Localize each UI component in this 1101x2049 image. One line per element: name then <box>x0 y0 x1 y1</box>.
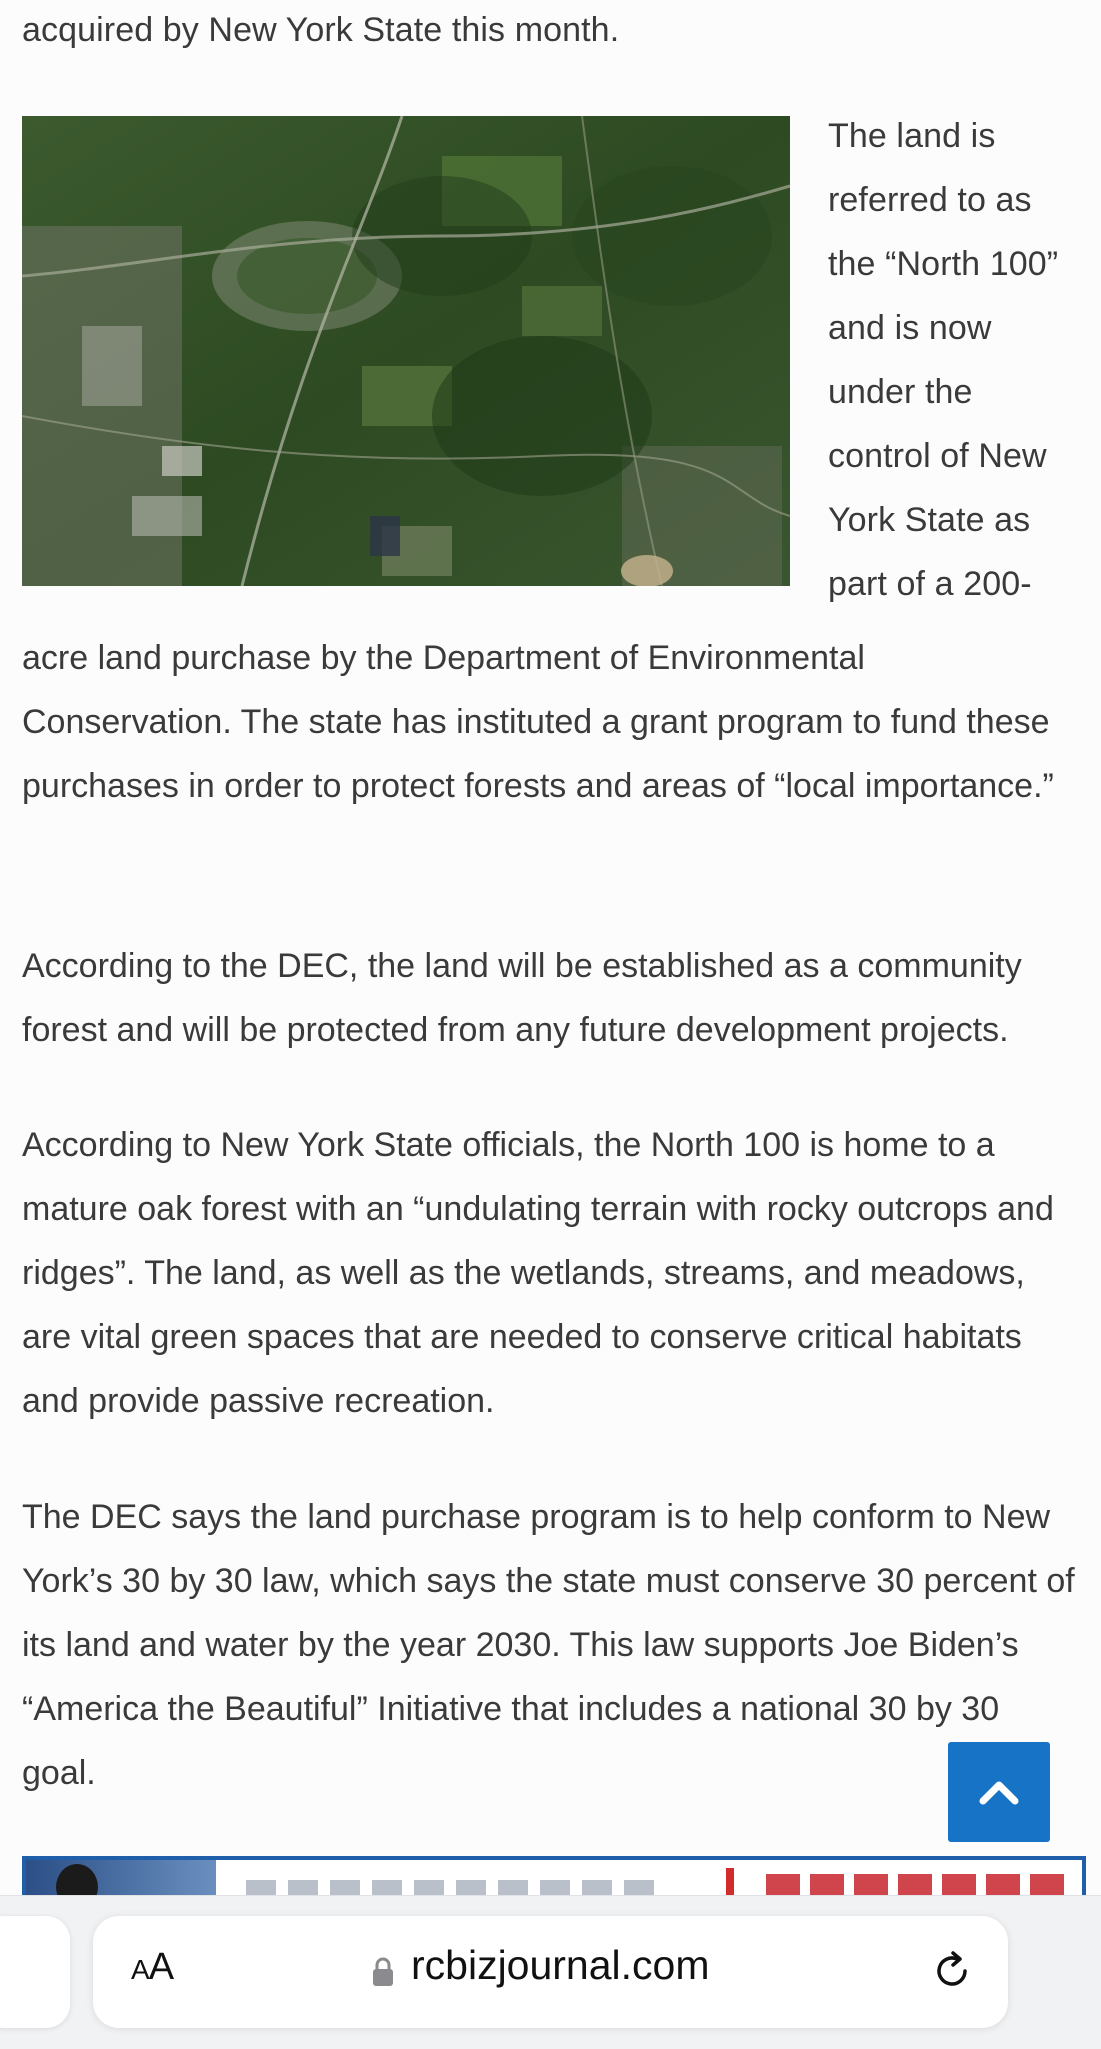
paragraph-2: According to the DEC, the land will be established as a community forest and will be protected from any future development projects. <box>22 947 1022 1049</box>
paragraph-2-wrap <box>22 934 1082 1062</box>
figure-block <box>22 116 1082 679</box>
paragraph-3-wrap <box>22 1113 1082 1433</box>
paragraph-4: The DEC says the land purchase program is to help conform to New York’s 30 by 30 law, which says the state must conserve 30 percent of its land and water by the year 2030. This law supports Joe Biden’s “America the Beautiful” Initiative that includes a national 30 by 30 goal. <box>22 1498 1075 1792</box>
ad-photo <box>26 1860 216 1900</box>
browser-bottom-bar <box>0 1895 1101 2049</box>
paragraph-4-wrap <box>22 1485 1082 1805</box>
chevron-up-icon <box>979 1779 1019 1805</box>
url-text[interactable]: rcbizjournal.com <box>411 1942 710 1988</box>
paragraph-3: According to New York State officials, the North 100 is home to a mature oak forest with an “undulating terrain with rocky outcrops and ridges”. The land, as well as the wetlands, streams, and meadows, are vital green spaces that are needed to conserve critical habitats and provide passive recreation. <box>22 1126 1054 1420</box>
lock-icon <box>371 1956 395 1988</box>
previous-tab-pill[interactable] <box>0 1916 70 2028</box>
scroll-to-top-button[interactable] <box>948 1742 1050 1842</box>
paragraph-1-float: The land is referred to as the “North 100” and is now under the control of New York State as part of a 200- <box>828 117 1059 603</box>
paragraph-1-rest-wrap <box>22 626 1082 818</box>
advertisement-banner[interactable] <box>22 1856 1086 1900</box>
address-bar[interactable] <box>93 1916 1008 2028</box>
reload-icon[interactable] <box>929 1948 975 1994</box>
text-size-button[interactable]: AA <box>131 1946 174 1988</box>
paragraph-1-rest: acre land purchase by the Department of Environmental Conservation. The state has instituted a grant program to fund these purchases in order to protect forests and areas of “local importance.” <box>22 639 1054 805</box>
lead-line: acquired by New York State this month. <box>22 11 620 49</box>
